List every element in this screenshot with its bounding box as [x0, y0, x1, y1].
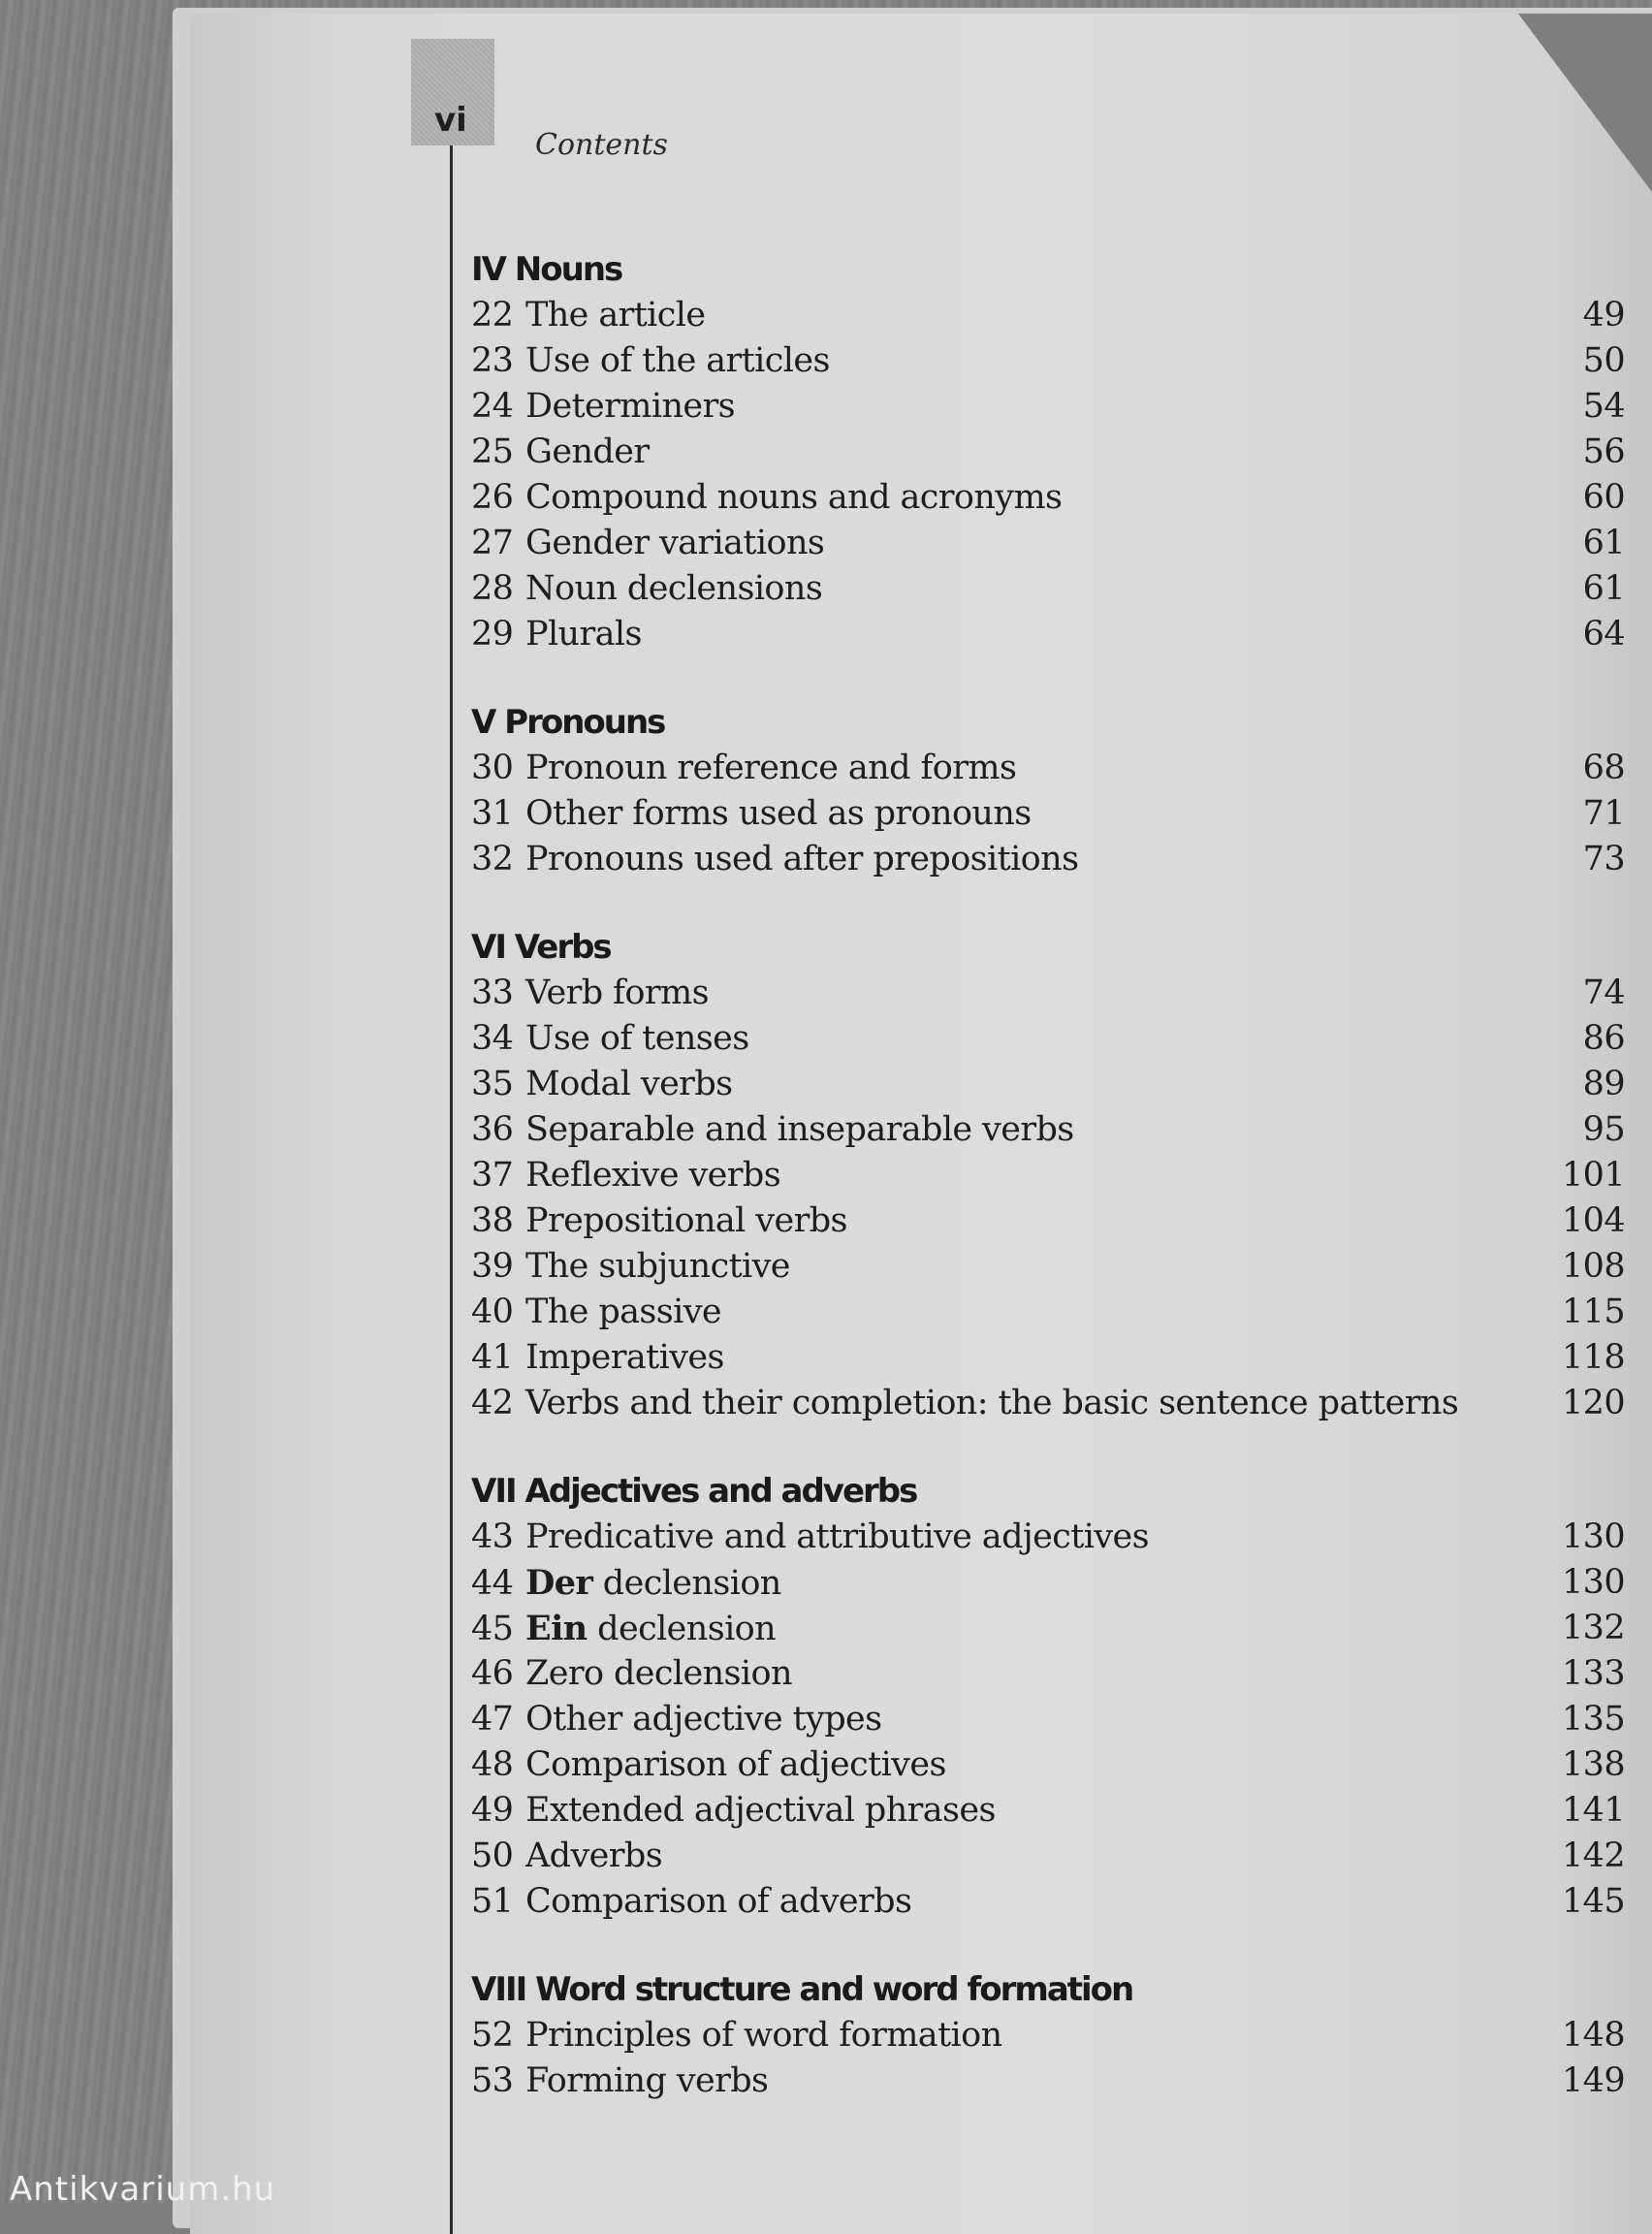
section-heading: VI Verbs — [471, 928, 611, 967]
toc-entry — [471, 746, 1625, 791]
chapter-title: Forming verbs — [525, 2061, 769, 2100]
toc-entry — [471, 1335, 1625, 1381]
page-reference: 95 — [1582, 1110, 1625, 1149]
page-reference: 50 — [1582, 341, 1625, 380]
chapter-title: Modal verbs — [525, 1065, 733, 1103]
toc-section — [471, 1966, 1625, 2104]
chapter-number: 26 — [471, 478, 514, 517]
chapter-number: 46 — [471, 1654, 514, 1693]
toc-entry — [471, 1290, 1625, 1335]
chapter-title: declension — [587, 1610, 777, 1648]
page-reference: 133 — [1561, 1654, 1625, 1693]
chapter-title: The passive — [525, 1293, 721, 1331]
toc-entry — [471, 2013, 1625, 2058]
toc-section — [471, 699, 1625, 882]
toc-entry — [471, 971, 1625, 1016]
chapter-number: 52 — [471, 2016, 514, 2055]
toc-entry — [471, 2058, 1625, 2104]
page-reference: 68 — [1582, 749, 1625, 787]
chapter-number: 47 — [471, 1700, 514, 1739]
chapter-title: Reflexive verbs — [525, 1156, 781, 1195]
toc-entry — [471, 1107, 1625, 1153]
page-corner-fold — [1518, 14, 1652, 207]
toc-entry — [471, 293, 1625, 338]
chapter-title: Adverbs — [525, 1836, 663, 1875]
page-reference: 120 — [1561, 1384, 1625, 1422]
chapter-title: Pronouns used after prepositions — [525, 840, 1079, 878]
chapter-title: Plurals — [525, 615, 642, 654]
toc-entry — [471, 475, 1625, 521]
page-reference: 49 — [1582, 296, 1625, 335]
toc-entry — [471, 1198, 1625, 1244]
toc-entry — [471, 1742, 1625, 1788]
chapter-number: 40 — [471, 1293, 514, 1331]
chapter-number: 23 — [471, 341, 514, 380]
page-reference: 64 — [1582, 615, 1625, 654]
chapter-title: The subjunctive — [525, 1247, 790, 1286]
chapter-title: Use of tenses — [525, 1019, 749, 1058]
chapter-number: 38 — [471, 1201, 514, 1240]
page-reference: 118 — [1561, 1338, 1625, 1377]
page-reference: 108 — [1561, 1247, 1625, 1286]
section-heading: IV Nouns — [471, 250, 622, 289]
toc-entry — [471, 521, 1625, 566]
chapter-number: 24 — [471, 387, 514, 426]
chapter-title: Comparison of adverbs — [525, 1882, 912, 1921]
page-number: vi — [434, 101, 467, 140]
page-reference: 60 — [1582, 478, 1625, 517]
chapter-title: Determiners — [525, 387, 736, 426]
page-reference: 61 — [1582, 524, 1625, 562]
page-reference: 73 — [1582, 840, 1625, 878]
toc-entry — [471, 1834, 1625, 1879]
chapter-number: 22 — [471, 296, 514, 335]
toc-entry — [471, 1381, 1625, 1426]
table-of-contents — [471, 246, 1625, 2146]
toc-entry — [471, 1879, 1625, 1925]
page-reference: 148 — [1561, 2016, 1625, 2055]
chapter-number: 42 — [471, 1384, 514, 1422]
page-reference: 54 — [1582, 387, 1625, 426]
chapter-title: Other adjective types — [525, 1700, 882, 1739]
chapter-title: Imperatives — [525, 1338, 724, 1377]
chapter-title: Gender — [525, 432, 650, 471]
chapter-number: 35 — [471, 1065, 514, 1103]
chapter-number: 48 — [471, 1745, 514, 1784]
toc-entry — [471, 1606, 1625, 1651]
chapter-title: Compound nouns and acronyms — [525, 478, 1063, 517]
toc-entry — [471, 791, 1625, 837]
page-reference: 141 — [1561, 1791, 1625, 1830]
toc-entry — [471, 1515, 1625, 1560]
toc-entry — [471, 612, 1625, 657]
chapter-number: 34 — [471, 1019, 514, 1058]
book-page — [190, 14, 1652, 2234]
chapter-number: 53 — [471, 2061, 514, 2100]
page-reference: 104 — [1561, 1201, 1625, 1240]
chapter-number: 50 — [471, 1836, 514, 1875]
chapter-number: 41 — [471, 1338, 514, 1377]
page-reference: 142 — [1561, 1836, 1625, 1875]
page-reference: 145 — [1561, 1882, 1625, 1921]
toc-entry — [471, 1062, 1625, 1107]
toc-entry — [471, 1651, 1625, 1697]
page-reference: 101 — [1561, 1156, 1625, 1195]
chapter-number: 31 — [471, 794, 514, 833]
chapter-number: 36 — [471, 1110, 514, 1149]
page-reference: 132 — [1561, 1609, 1625, 1647]
chapter-number: 32 — [471, 840, 514, 878]
chapter-title-bold: Ein — [525, 1609, 588, 1648]
toc-entry — [471, 1560, 1625, 1606]
chapter-title: Verbs and their completion: the basic sentence patterns — [525, 1384, 1459, 1422]
toc-entry — [471, 566, 1625, 612]
chapter-title: Extended adjectival phrases — [525, 1791, 996, 1830]
chapter-title: Noun declensions — [525, 569, 823, 608]
chapter-number: 28 — [471, 569, 514, 608]
page-reference: 149 — [1561, 2061, 1625, 2100]
toc-entry — [471, 837, 1625, 882]
running-title: Contents — [535, 128, 668, 162]
chapter-number: 29 — [471, 615, 514, 654]
chapter-title: Zero declension — [525, 1654, 792, 1693]
toc-entry — [471, 1016, 1625, 1062]
toc-entry — [471, 1697, 1625, 1742]
chapter-title: Principles of word formation — [525, 2016, 1002, 2055]
chapter-number: 27 — [471, 524, 514, 562]
chapter-number: 44 — [471, 1564, 514, 1603]
chapter-title: Other forms used as pronouns — [525, 794, 1032, 833]
page-reference: 130 — [1561, 1517, 1625, 1556]
chapter-title: Gender variations — [525, 524, 825, 562]
section-heading: VII Adjectives and adverbs — [471, 1472, 917, 1511]
chapter-title: The article — [525, 296, 706, 335]
toc-section — [471, 1468, 1625, 1925]
chapter-title: Separable and inseparable verbs — [525, 1110, 1074, 1149]
toc-entry — [471, 384, 1625, 430]
toc-entry — [471, 1788, 1625, 1834]
section-heading: V Pronouns — [471, 703, 665, 742]
section-heading: VIII Word structure and word formation — [471, 1970, 1133, 2009]
page-reference: 71 — [1582, 794, 1625, 833]
chapter-number: 37 — [471, 1156, 514, 1195]
page-reference: 74 — [1582, 973, 1625, 1012]
toc-entry — [471, 1153, 1625, 1198]
chapter-title: Pronoun reference and forms — [525, 749, 1017, 787]
chapter-number: 33 — [471, 973, 514, 1012]
chapter-title: Comparison of adjectives — [525, 1745, 946, 1784]
chapter-title: Verb forms — [525, 973, 709, 1012]
toc-entry — [471, 1244, 1625, 1290]
chapter-title: Prepositional verbs — [525, 1201, 847, 1240]
toc-section — [471, 246, 1625, 657]
page-reference: 130 — [1561, 1563, 1625, 1602]
page-reference: 89 — [1582, 1065, 1625, 1103]
vertical-rule — [450, 145, 453, 2234]
toc-entry — [471, 338, 1625, 384]
chapter-number: 43 — [471, 1517, 514, 1556]
chapter-number: 45 — [471, 1610, 514, 1648]
chapter-number: 49 — [471, 1791, 514, 1830]
chapter-title: Use of the articles — [525, 341, 830, 380]
chapter-number: 30 — [471, 749, 514, 787]
watermark: Antikvarium.hu — [10, 2170, 276, 2209]
chapter-title: declension — [592, 1564, 781, 1603]
chapter-number: 51 — [471, 1882, 514, 1921]
page-reference: 135 — [1561, 1700, 1625, 1739]
page-reference: 86 — [1582, 1019, 1625, 1058]
chapter-number: 39 — [471, 1247, 514, 1286]
page-reference: 56 — [1582, 432, 1625, 471]
page-reference: 115 — [1561, 1293, 1625, 1331]
page-reference: 138 — [1561, 1745, 1625, 1784]
chapter-title: Predicative and attributive adjectives — [525, 1517, 1149, 1556]
page-reference: 61 — [1582, 569, 1625, 608]
toc-entry — [471, 430, 1625, 475]
chapter-title-bold: Der — [525, 1563, 593, 1603]
chapter-number: 25 — [471, 432, 514, 471]
toc-section — [471, 924, 1625, 1426]
